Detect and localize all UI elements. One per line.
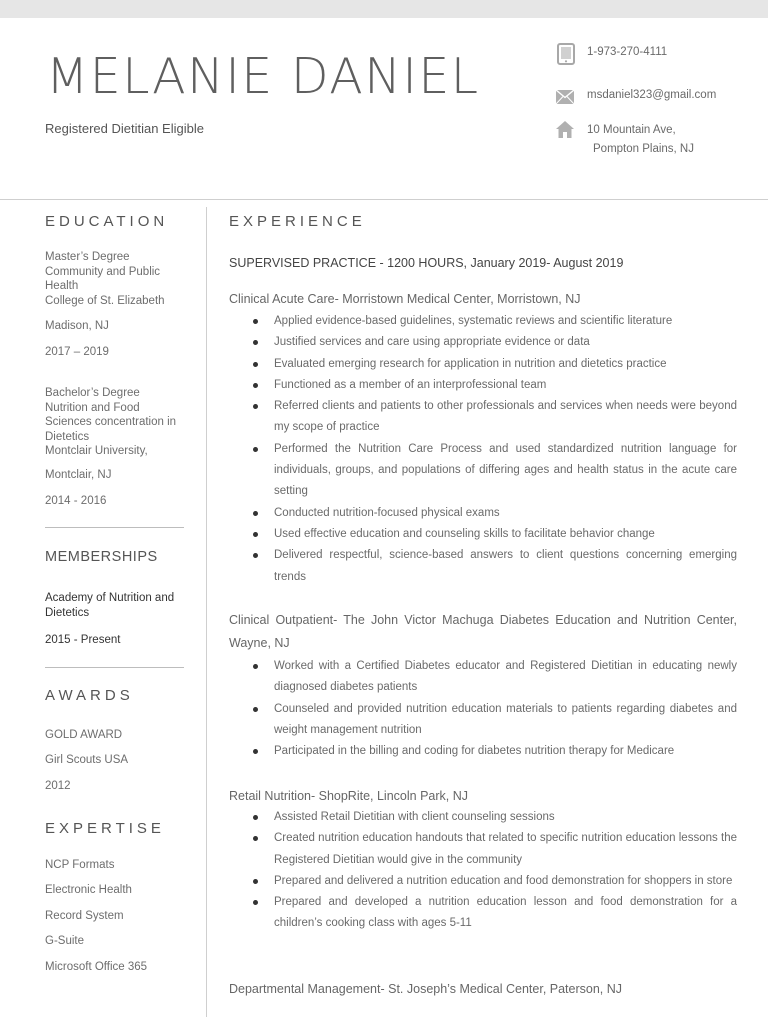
expertise-item: Electronic Health	[45, 884, 132, 896]
bullet-item: Referred clients and patients to other professionals and services when needs were beyond my scope of practice	[229, 396, 737, 439]
expertise-heading: EXPERTISE	[45, 820, 165, 837]
bullet-item: Delivered respectful, science-based answers to client questions concerning emerging trends	[229, 545, 737, 588]
award-org: Girl Scouts USA	[45, 754, 129, 766]
phone-number[interactable]: 1-973-270-4111	[587, 46, 668, 58]
sidebar-divider	[45, 527, 184, 528]
rotation-bullets	[229, 311, 737, 588]
bullet-item: Applied evidence-based guidelines, systematic reviews and scientific literature	[229, 311, 737, 332]
bullet-item: Justified services and care using appropriate evidence or data	[229, 332, 737, 353]
candidate-title: Registered Dietitian Eligible	[45, 121, 204, 136]
program-title: SUPERVISED PRACTICE - 1200 HOURS, January 2019- August 2019	[229, 256, 624, 270]
award-name: GOLD AWARD	[45, 729, 123, 741]
bullet-item: Counseled and provided nutrition education materials to patients regarding diabetes and weight management nutrition	[229, 699, 737, 742]
address-line-1: 10 Mountain Ave,	[587, 124, 676, 136]
rotation-title: Clinical Outpatient- The John Victor Machuga Diabetes Education and Nutrition Center, Wayne, NJ	[229, 613, 737, 650]
bullet-item: Participated in the billing and coding for diabetes nutrition therapy for Medicare	[229, 741, 737, 762]
bullet-item: Created nutrition education handouts that related to specific nutrition education lessons the Registered Dietitian would give in the community	[229, 828, 737, 871]
bullet-item: Used effective education and counseling skills to facilitate behavior change	[229, 524, 737, 545]
resume-header	[0, 18, 768, 199]
bullet-item: Prepared and developed a nutrition education lesson and food demonstration for a children’s cooking class with ages 5-11	[229, 892, 737, 935]
rotation-bullets	[229, 656, 737, 762]
column-divider	[206, 207, 207, 1017]
bullet-item: Worked with a Certified Diabetes educator and Registered Dietitian in educating newly diagnosed diabetes patients	[229, 656, 737, 699]
award-year: 2012	[45, 780, 71, 792]
membership-org: Academy of Nutrition and Dietetics	[45, 592, 175, 619]
education-years-2: 2014 - 2016	[45, 495, 107, 507]
education-years-1: 2017 – 2019	[45, 346, 109, 358]
header-divider	[0, 199, 768, 200]
expertise-item: Record System	[45, 910, 124, 922]
home-icon	[556, 121, 574, 141]
bullet-item: Assisted Retail Dietitian with client counseling sessions	[229, 807, 737, 828]
candidate-name: MELANIE DANIEL	[46, 48, 480, 105]
rotation-bullets	[229, 807, 737, 935]
email-address[interactable]: msdaniel323@gmail.com	[587, 89, 717, 101]
education-location-2: Montclair, NJ	[45, 469, 112, 481]
sidebar-divider	[45, 667, 184, 668]
expertise-item: NCP Formats	[45, 859, 115, 871]
address-line-2: Pompton Plains, NJ	[593, 143, 694, 155]
expertise-item: G-Suite	[45, 935, 84, 947]
rotation-title: Retail Nutrition- ShopRite, Lincoln Park, NJ	[229, 789, 468, 803]
bullet-item: Functioned as a member of an interprofessional team	[229, 375, 737, 396]
phone-icon	[556, 43, 576, 68]
membership-years: 2015 - Present	[45, 634, 121, 646]
bullet-item: Evaluated emerging research for application in nutrition and dietetics practice	[229, 354, 737, 375]
envelope-icon	[556, 90, 574, 107]
experience-heading: EXPERIENCE	[229, 213, 366, 230]
education-heading: EDUCATION	[45, 213, 169, 230]
bullet-item: Performed the Nutrition Care Process and used standardized nutrition language for individuals, groups, and populations of differing ages and health status in the acute care setting	[229, 439, 737, 503]
awards-heading: AWARDS	[45, 687, 134, 704]
bullet-item: Prepared and delivered a nutrition education and food demonstration for shoppers in store	[229, 871, 737, 892]
education-degree-2: Bachelor’s Degree Nutrition and Food Sciences concentration in Dietetics Montclair University,	[45, 387, 177, 457]
rotation-title: Clinical Acute Care- Morristown Medical Center, Morristown, NJ	[229, 292, 581, 306]
expertise-item: Microsoft Office 365	[45, 961, 148, 973]
rotation-title: Departmental Management- St. Joseph’s Medical Center, Paterson, NJ	[229, 982, 623, 996]
education-location-1: Madison, NJ	[45, 320, 109, 332]
education-degree-1: Master’s Degree Community and Public Health College of St. Elizabeth	[45, 251, 165, 307]
memberships-heading: MEMBERSHIPS	[45, 549, 158, 565]
top-accent-bar	[0, 0, 768, 18]
bullet-item: Conducted nutrition-focused physical exams	[229, 503, 737, 524]
